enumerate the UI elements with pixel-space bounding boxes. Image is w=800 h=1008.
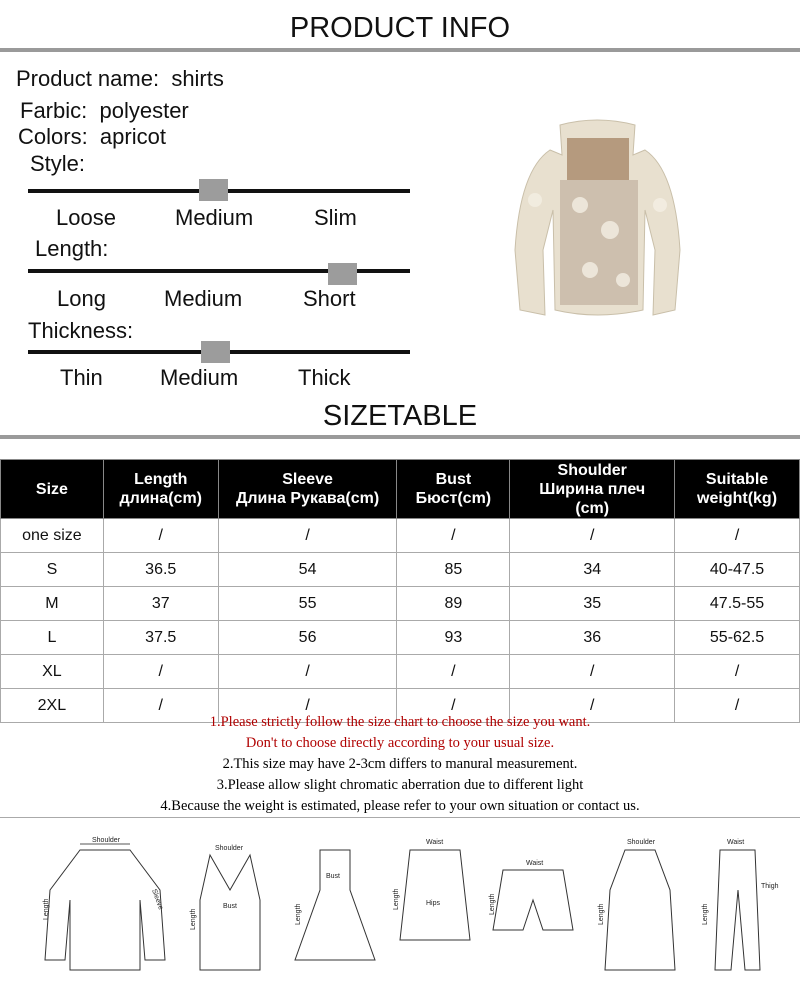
table-cell: 56 xyxy=(218,621,397,655)
divider xyxy=(0,48,800,52)
thickness-option: Thick xyxy=(298,365,351,390)
dress-measure-diagram xyxy=(290,830,380,980)
product-photo xyxy=(505,110,690,340)
header-sleeve: Sleeve Длина Рукава(cm) xyxy=(218,460,397,519)
label-hips: Hips xyxy=(426,900,441,907)
style-marker xyxy=(199,179,228,201)
label: Farbic: xyxy=(20,98,88,123)
style-option: Slim xyxy=(314,205,357,230)
pants-measure-diagram xyxy=(695,830,795,980)
thickness-marker xyxy=(201,341,230,363)
table-cell: 37 xyxy=(103,587,218,621)
table-cell: / xyxy=(103,689,218,723)
length-option: Medium xyxy=(164,286,243,311)
value: shirts xyxy=(171,66,224,91)
table-cell: / xyxy=(218,519,397,553)
vest-measure-diagram xyxy=(185,830,275,980)
thickness-option: Thin xyxy=(60,365,103,390)
table-cell: 85 xyxy=(397,553,510,587)
note: 1.Please strictly follow the size chart to choose the size you want. xyxy=(209,714,591,730)
table-row xyxy=(1,587,800,621)
skirt-measure-diagram xyxy=(390,830,480,980)
table-cell: 93 xyxy=(397,621,510,655)
style-option: Loose xyxy=(56,205,116,230)
table-row xyxy=(1,655,800,689)
table-cell: 36 xyxy=(510,621,675,655)
note: Don't to choose directly according to your usual size. xyxy=(245,735,555,751)
table-cell: 54 xyxy=(218,553,397,587)
label-length: Length xyxy=(43,898,50,920)
table-cell: S xyxy=(1,553,104,587)
table-row xyxy=(1,621,800,655)
table-cell: / xyxy=(510,689,675,723)
colors xyxy=(18,124,166,150)
table-cell: XL xyxy=(1,655,104,689)
table-cell: M xyxy=(1,587,104,621)
sizetable-title: SIZETABLE xyxy=(322,400,478,432)
header-length: Length длина(cm) xyxy=(103,460,218,519)
table-cell: 34 xyxy=(510,553,675,587)
size-table xyxy=(0,459,800,723)
shorts-measure-diagram xyxy=(488,830,578,980)
table-cell: L xyxy=(1,621,104,655)
table-cell: / xyxy=(675,655,800,689)
header-shoulder: Shoulder Ширина плеч (cm) xyxy=(510,460,675,519)
label: Product name: xyxy=(16,66,160,91)
divider xyxy=(0,435,800,439)
note: 4.Because the weight is estimated, please refer to your own situation or contact us. xyxy=(160,798,640,814)
label-length: Length xyxy=(393,888,400,910)
label-length: Length xyxy=(702,903,709,925)
table-cell: 36.5 xyxy=(103,553,218,587)
style-option: Medium xyxy=(175,205,254,230)
label-length: Length xyxy=(295,903,302,925)
table-cell: 40-47.5 xyxy=(675,553,800,587)
table-cell: 35 xyxy=(510,587,675,621)
length-marker xyxy=(328,263,357,285)
header-bust: Bust Бюст(cm) xyxy=(397,460,510,519)
blouse-measure-diagram xyxy=(40,830,170,980)
table-cell: 89 xyxy=(397,587,510,621)
table-cell: / xyxy=(397,689,510,723)
table-cell: / xyxy=(675,519,800,553)
label-bust: Bust xyxy=(223,903,238,910)
table-cell: / xyxy=(510,519,675,553)
table-cell: 55 xyxy=(218,587,397,621)
label-shoulder: Shoulder xyxy=(627,839,656,846)
product-info-title: PRODUCT INFO xyxy=(289,12,511,44)
table-cell: 37.5 xyxy=(103,621,218,655)
table-row xyxy=(1,553,800,587)
label-shoulder: Shoulder xyxy=(92,837,121,844)
label-shoulder: Shoulder xyxy=(215,845,244,852)
label-sleeve: Sleeve xyxy=(150,888,165,911)
table-header xyxy=(1,460,800,519)
length-option: Long xyxy=(57,286,106,311)
label-waist: Waist xyxy=(727,839,745,846)
label: Colors: xyxy=(18,124,88,149)
value: apricot xyxy=(99,124,166,149)
label-waist: Waist xyxy=(526,860,544,867)
note: 2.This size may have 2-3cm differs to manural measurement. xyxy=(222,756,578,772)
table-row xyxy=(1,519,800,553)
table-cell: 47.5-55 xyxy=(675,587,800,621)
label-length: Length xyxy=(489,893,496,915)
style-label: Style: xyxy=(30,151,86,176)
table-cell: / xyxy=(103,655,218,689)
table-cell: one size xyxy=(1,519,104,553)
table-cell: / xyxy=(103,519,218,553)
label-length: Length xyxy=(598,903,605,925)
thickness-label: Thickness: xyxy=(28,318,134,343)
coat-measure-diagram xyxy=(595,830,685,980)
header-weight: Suitable weight(kg) xyxy=(675,460,800,519)
label-length: Length xyxy=(190,908,197,930)
label-bust: Bust xyxy=(326,873,341,880)
table-cell: 55-62.5 xyxy=(675,621,800,655)
table-cell: / xyxy=(218,689,397,723)
fabric xyxy=(20,98,189,124)
value: polyester xyxy=(99,98,189,123)
table-cell: / xyxy=(675,689,800,723)
table-cell: 2XL xyxy=(1,689,104,723)
note: 3.Please allow slight chromatic aberration due to different light xyxy=(216,777,584,793)
size-notes xyxy=(0,711,800,818)
label-thigh: Thigh xyxy=(761,883,779,890)
table-cell: / xyxy=(510,655,675,689)
table-cell: / xyxy=(397,519,510,553)
length-option: Short xyxy=(303,286,356,311)
length-label: Length: xyxy=(35,236,109,261)
label-waist: Waist xyxy=(426,839,444,846)
table-cell: / xyxy=(218,655,397,689)
header-size: Size xyxy=(1,460,104,519)
product-name xyxy=(16,66,224,92)
table-cell: / xyxy=(397,655,510,689)
thickness-option: Medium xyxy=(160,365,239,390)
